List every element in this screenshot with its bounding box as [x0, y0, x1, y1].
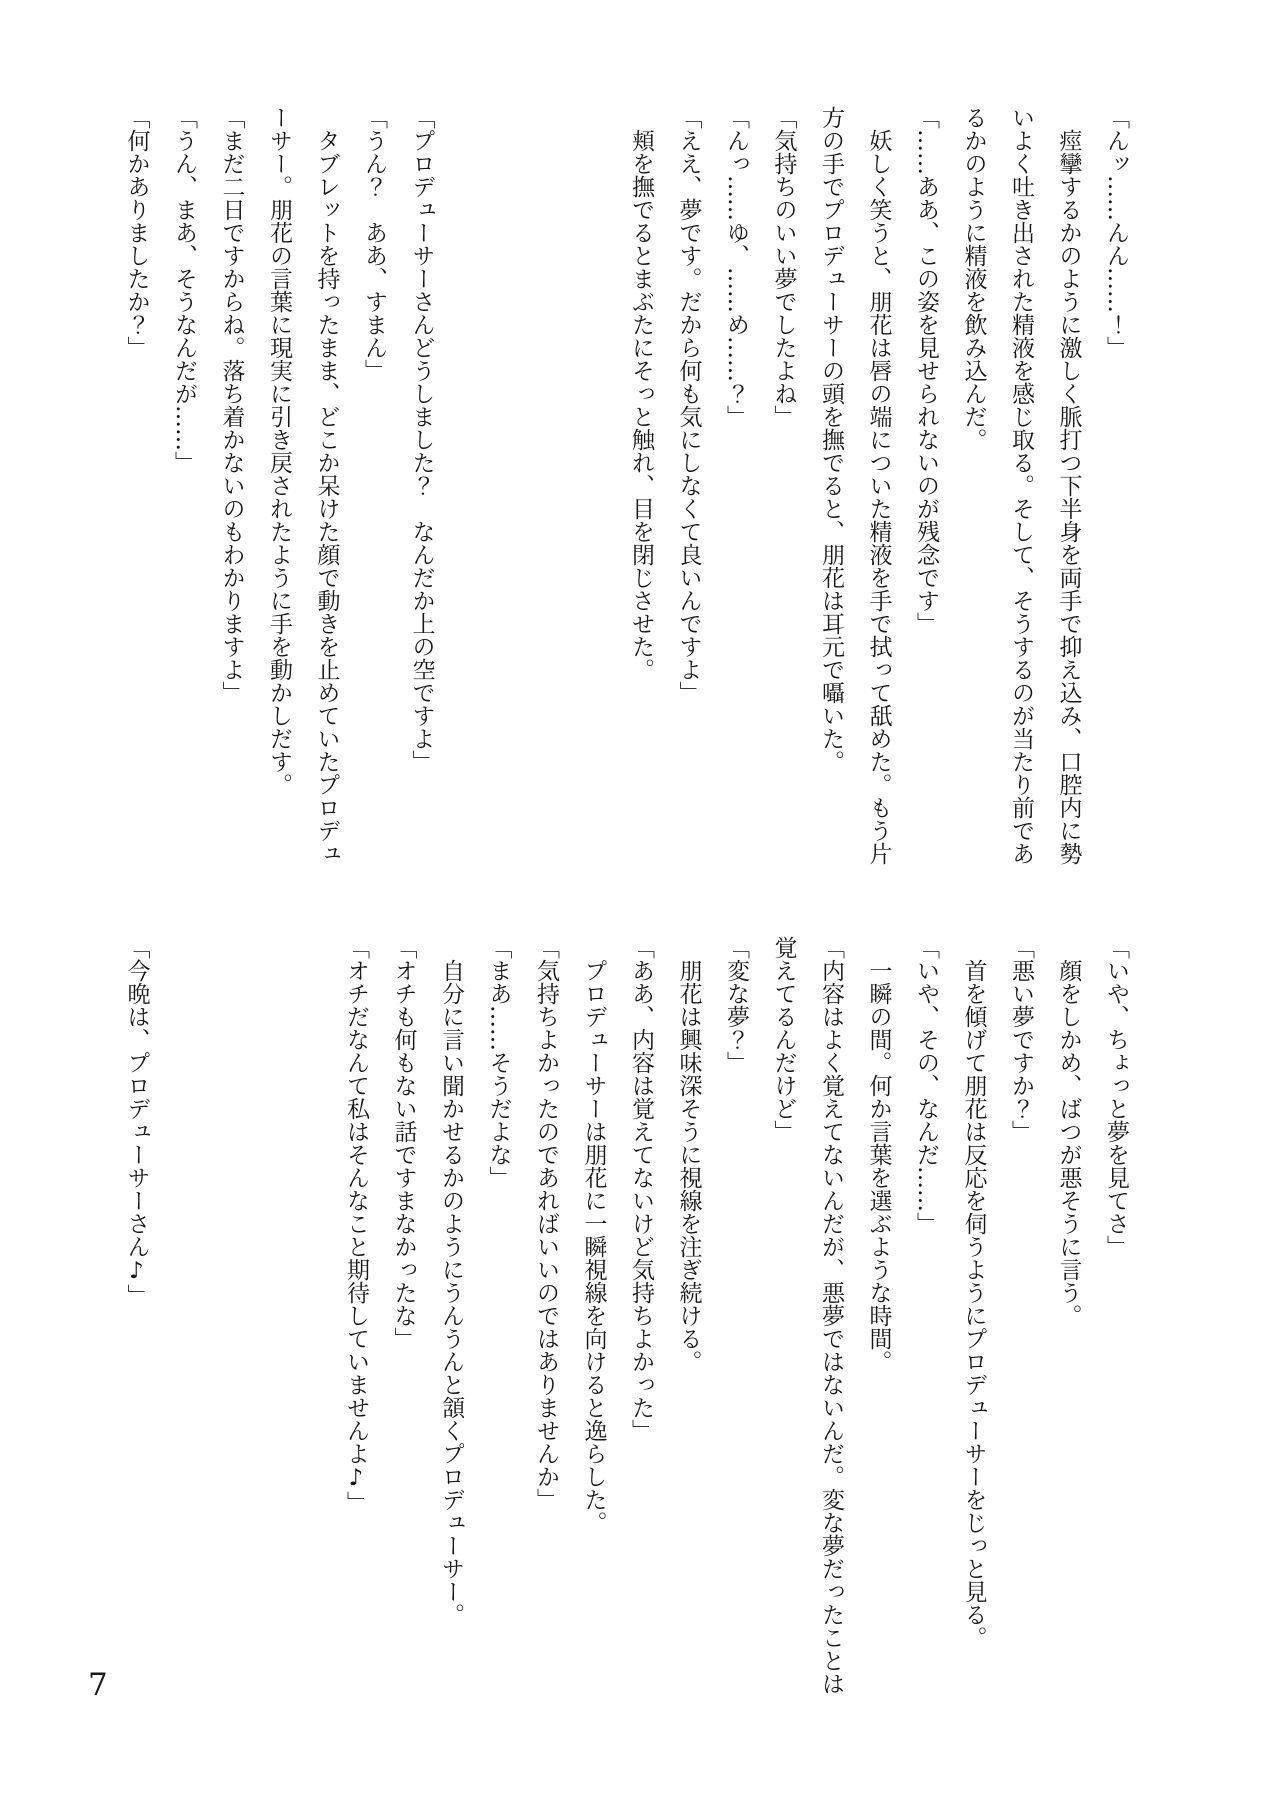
dialogue-line: 「……ああ、この姿を見せられないのが残念です」 — [913, 106, 939, 635]
dialogue-line: 「今晩は、プロデューサーさん♪」 — [123, 936, 150, 1307]
dialogue-line: 「ええ、夢です。だから何も気にしなくて良いんですよ」 — [675, 106, 702, 704]
dialogue-line: 「うん、まあ、そうなんだが……」 — [171, 106, 197, 474]
dialogue-line: 「まあ……そうだよな」 — [485, 936, 512, 1189]
dialogue-line: 「内容はよく覚えてないんだが、悪夢ではないんだ。変な夢だったことは覚えてるんだけど」 — [770, 936, 844, 1695]
text-block-top — [112, 106, 1139, 866]
dialogue-line: 「まだ二日ですからね。落ち着かないのもわかりますよ」 — [218, 106, 245, 704]
narration-line: 妖しく笑うと、朋花は唇の端についた精液を手で拭って舐めた。もう片方の手でプロデューサーの頭を撫でると、朋花は耳元で囁いた。 — [818, 106, 892, 865]
narration-line: タブレットを持ったまま、どこか呆けた顔で動きを止めていたプロデューサー。朋花の言葉に現実に引き戻されたように手を動かしだす。 — [266, 106, 340, 865]
dialogue-line: 「悪い夢ですか？」 — [1008, 936, 1034, 1143]
dialogue-line: 「ああ、内容は覚えてないけど気持ちよかった」 — [628, 936, 654, 1442]
dialogue-line: 「プロデューサーさんどうしました？ なんだか上の空ですよ」 — [408, 106, 435, 773]
narration-line: プロデューサーは朋花に一瞬視線を向けると逸らした。 — [580, 936, 607, 1534]
dialogue-line: 「うん？ ああ、すまん」 — [361, 106, 387, 382]
page-number: 7 — [88, 1667, 108, 1703]
dialogue-line: 「オチも何もない話ですまなかったな」 — [390, 936, 417, 1350]
dialogue-line: 「変な夢？」 — [723, 936, 749, 1074]
dialogue-line: 「オチだなんて私はそんなこと期待していませんよ♪」 — [343, 936, 369, 1514]
scene-break-gap — [445, 106, 617, 866]
narration-line: 一瞬の間。何か言葉を選ぶような時間。 — [865, 936, 892, 1373]
narration-line: 顔をしかめ、ばつが悪そうに言う。 — [1055, 936, 1082, 1327]
dialogue-line: 「んッ……んん……！」 — [1103, 106, 1129, 359]
narration-line: 痙攣するかのように激しく脈打つ下半身を両手で抑え込み、口腔内に勢いよく吐き出された精液を感じ取る。そして、そうするのが当たり前であるかのように精液を飲み込んだ。 — [960, 106, 1082, 865]
scene-break-gap — [160, 936, 332, 1696]
dialogue-line: 「いや、その、なんだ……」 — [913, 936, 939, 1235]
dialogue-line: 「気持ちのいい夢でしたよね」 — [770, 106, 797, 428]
narration-line: 自分に言い聞かせるかのようにうんうんと頷くプロデューサー。 — [438, 936, 464, 1626]
dialogue-line: 「気持ちよかったのであればいいのではありませんか」 — [533, 936, 559, 1511]
narration-line: 朋花は興味深そうに視線を注ぎ続ける。 — [675, 936, 702, 1373]
dialogue-line: 「んっ……ゆ、……め……？」 — [723, 106, 749, 428]
text-block-bottom — [112, 936, 1139, 1696]
narration-line: 首を傾げて朋花は反応を伺うようにプロデューサーをじっと見る。 — [960, 936, 987, 1649]
dialogue-line: 「いや、ちょっと夢を見てさ」 — [1103, 936, 1129, 1258]
dialogue-line: 「何かありましたか？」 — [123, 106, 150, 359]
narration-line: 頬を撫でるとまぶたにそっと触れ、目を閉じさせた。 — [628, 106, 654, 681]
